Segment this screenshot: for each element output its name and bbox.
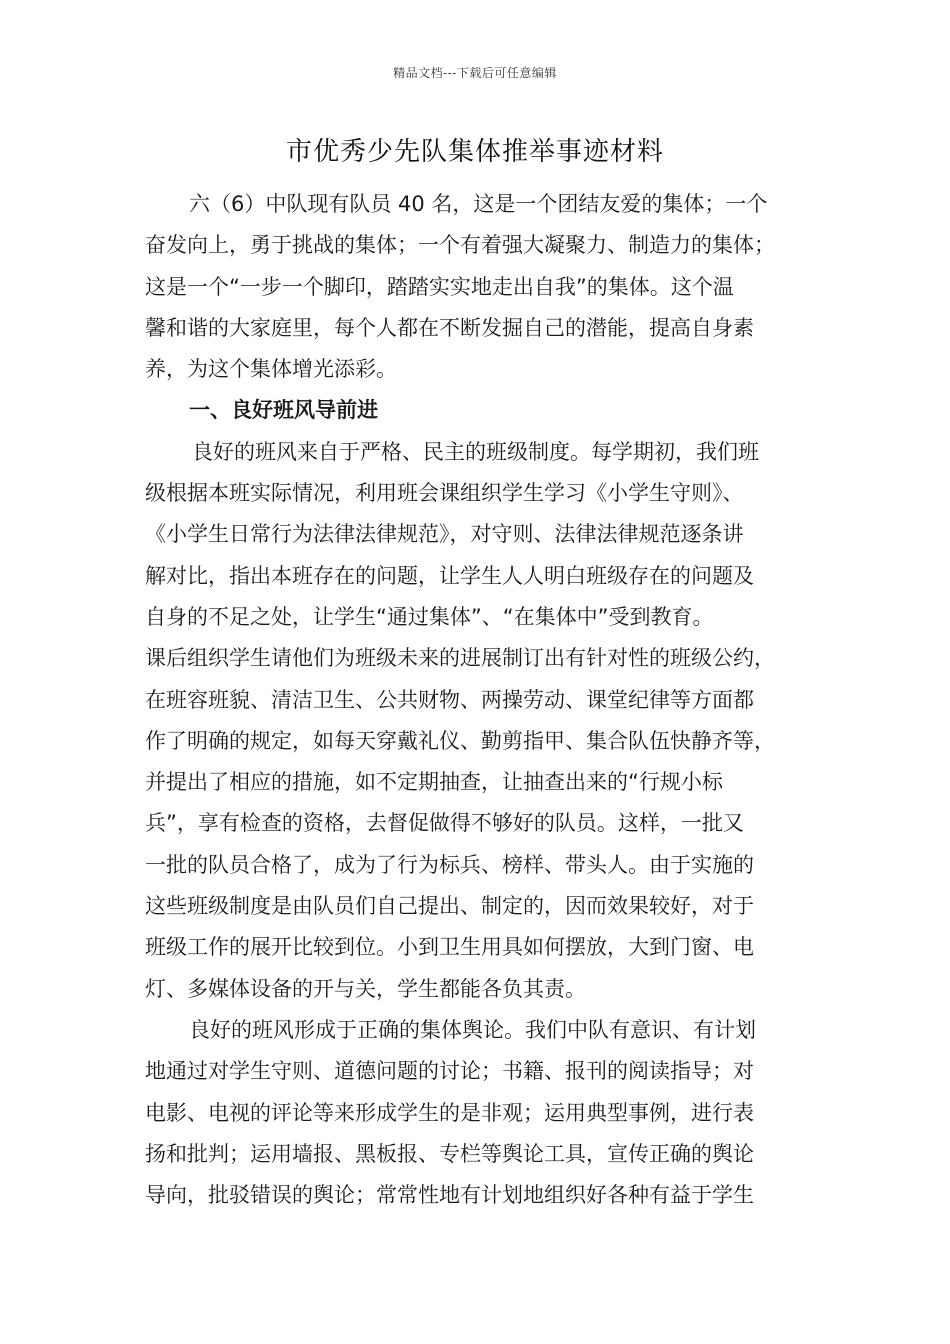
text-line: 在班容班貌、清洁卫生、公共财物、两操劳动、课堂纪律等方面都: [145, 687, 754, 712]
text-line: 馨和谐的大家庭里，每个人都在不断发掘自己的潜能，提高自身素: [145, 315, 754, 340]
text-line: 导向，批驳错误的舆论；常常性地有计划地组织好各种有益于学生: [145, 1183, 754, 1208]
text-line: 这些班级制度是由队员们自己提出、制定的，因而效果较好，对于: [145, 894, 754, 919]
text-line: 班级工作的展开比较到位。小到卫生用具如何摆放，大到门窗、电: [145, 935, 754, 960]
text-line: 养，为这个集体增光添彩。: [145, 357, 397, 382]
text-line: 《小学生日常行为法律法律规范》，对守则、法律法律规范逐条讲: [145, 522, 744, 547]
text-line: 这是一个“一步一个脚印，踏踏实实地走出自我”的集体。这个温: [145, 274, 734, 299]
text-line: 作了明确的规定，如每天穿戴礼仪、勤剪指甲、集合队伍快静齐等，: [145, 728, 775, 753]
text-line: 良好的班风形成于正确的集体舆论。我们中队有意识、有计划: [189, 1017, 756, 1042]
document-title: 市优秀少先队集体推举事迹材料: [285, 137, 664, 167]
header-note: 精品文档---下载后可任意编辑: [393, 66, 557, 80]
text-line: 自身的不足之处，让学生“通过集体”、“在集体中”受到教育。: [145, 604, 714, 629]
text-line: 一批的队员合格了，成为了行为标兵、榜样、带头人。由于实施的: [145, 852, 754, 877]
text-line: 兵”，享有检查的资格，去督促做得不够好的队员。这样，一批又: [145, 811, 744, 836]
text-line: 扬和批判；运用墙报、黑板报、专栏等舆论工具，宣传正确的舆论: [145, 1141, 754, 1166]
text-line: 电影、电视的评论等来形成学生的是非观；运用典型事例，进行表: [145, 1100, 754, 1125]
text-line: 级根据本班实际情况，利用班会课组织学生学习《小学生守则》、: [145, 481, 744, 506]
text-line: 地通过对学生守则、道德问题的讨论；书籍、报刊的阅读指导；对: [145, 1059, 754, 1084]
text-line: 灯、多媒体设备的开与关，学生都能各负其责。: [145, 976, 586, 1001]
text-line: 六（6）中队现有队员 40 名，这是一个团结友爱的集体；一个: [189, 192, 768, 216]
text-line: 奋发向上，勇于挑战的集体；一个有着强大凝聚力、制造力的集体；: [145, 233, 775, 258]
text-line: 课后组织学生请他们为班级未来的进展制订出有针对性的班级公约，: [145, 646, 775, 671]
text-line: 良好的班风来自于严格、民主的班级制度。每学期初，我们班: [192, 439, 759, 464]
section-heading: 一、良好班风导前进: [189, 398, 378, 423]
text-line: 解对比，指出本班存在的问题，让学生人人明白班级存在的问题及: [145, 563, 754, 588]
document-body: [145, 184, 825, 1216]
text-line: 并提出了相应的措施，如不定期抽查，让抽查出来的“行规小标: [145, 770, 723, 795]
